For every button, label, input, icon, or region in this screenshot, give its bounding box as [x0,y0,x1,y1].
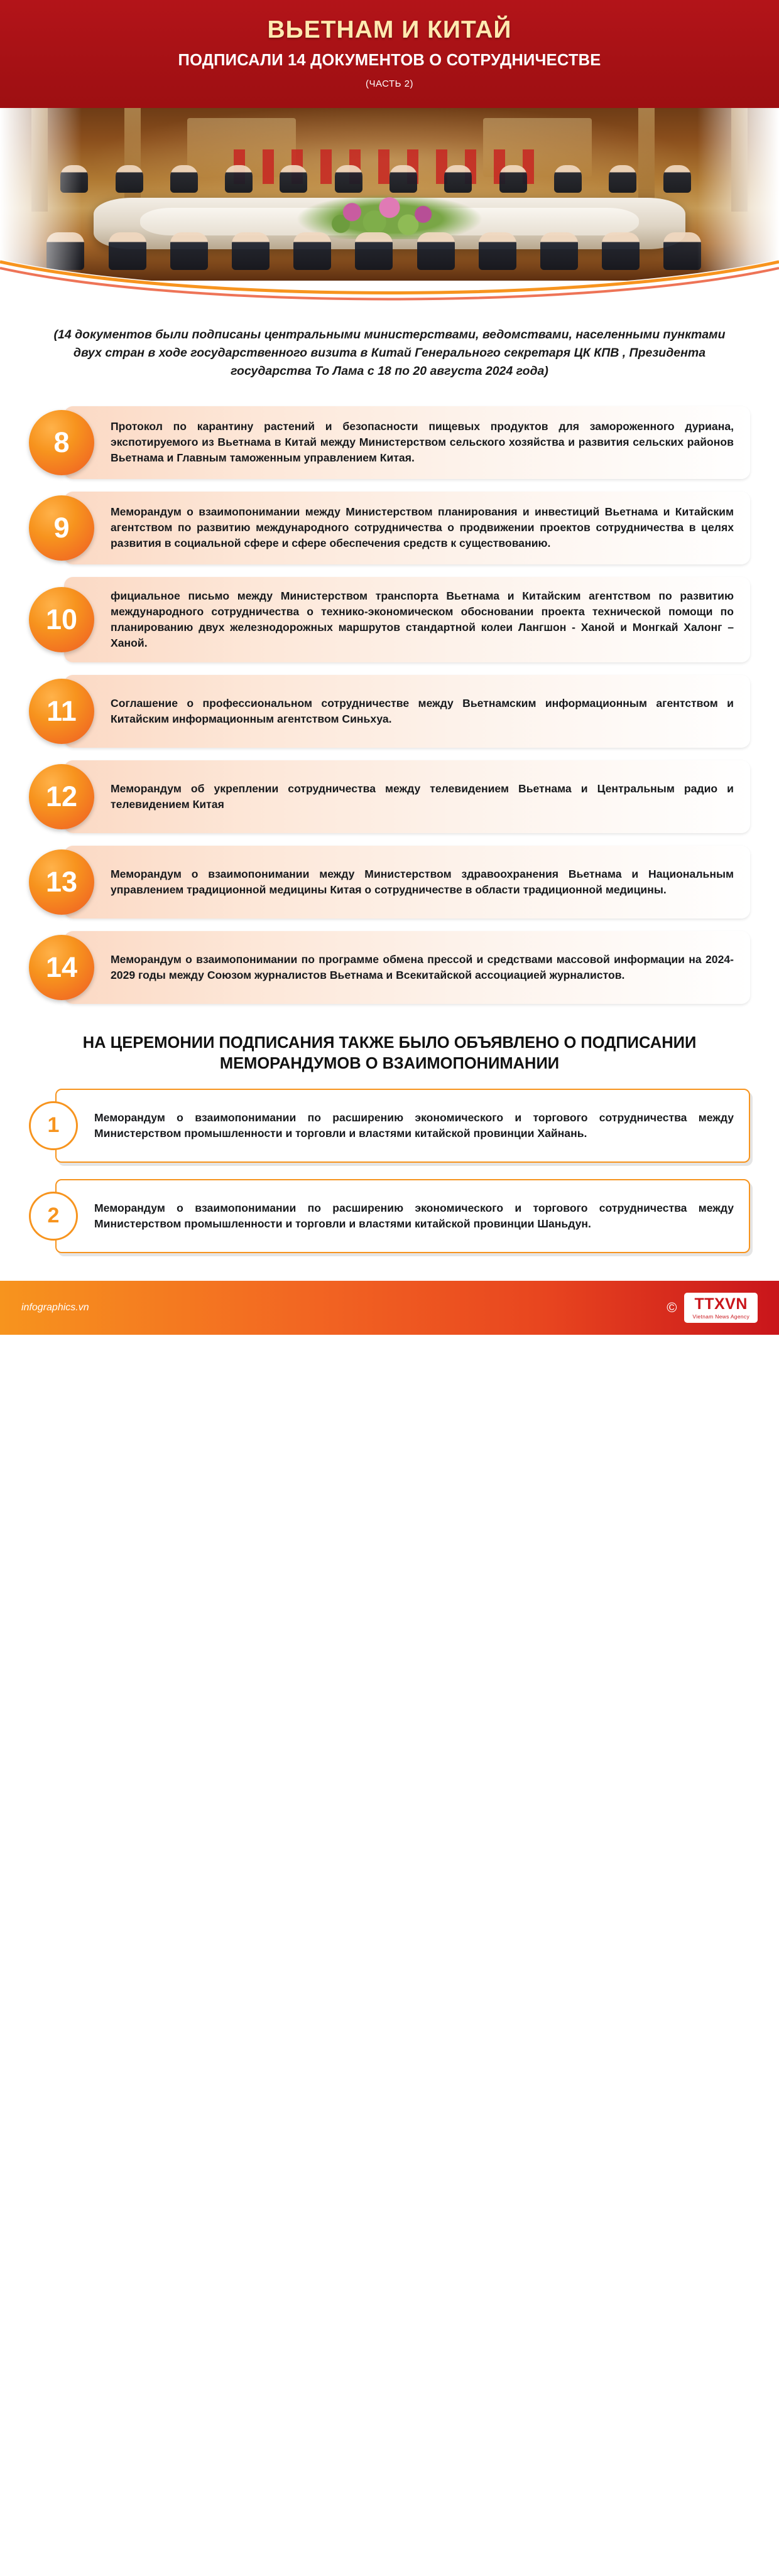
page-part-label: (ЧАСТЬ 2) [365,78,413,89]
photo-scene [0,108,779,281]
photo-curve-decoration [0,259,779,304]
mou-text: Меморандум о взаимопонимании по расширению экономического и торгового сотрудничества между Министерством промышленности и торговли и властями китайской провинции Хайнань. [94,1111,734,1140]
item-body [64,846,750,919]
list-item [29,760,750,833]
ttxvn-logo [684,1293,758,1323]
item-number-badge: 10 [29,587,94,652]
section-heading-mou: НА ЦЕРЕМОНИИ ПОДПИСАНИЯ ТАКЖЕ БЫЛО ОБЪЯВЛЕНО О ПОДПИСАНИИ МЕМОРАНДУМОВ О ВЗАИМОПОНИМАНИИ [82,1033,697,1073]
mou-item [29,1089,750,1163]
item-number-badge: 11 [29,679,94,744]
ceremony-photo [0,108,779,281]
header-banner [0,0,779,108]
page-title: ВЬЕТНАМ И КИТАЙ [267,16,512,43]
item-text: фициальное письмо между Министерством транспорта Вьетнама и Китайским агентством по развитию международного сотрудничества о технико-экономическом обосновании проекта технической помощи по планированию двух железнодорожных маршрутов стандартной колеи Лангшон - Ханой и Монгкай Халонг – Ханой. [111,589,734,649]
list-item [29,406,750,479]
list-item [29,577,750,662]
item-text: Меморандум о взаимопонимании по программе обмена прессой и средствами массовой информации на 2024-2029 годы между Союзом журналистов Вьетнама и Всекитайской ассоциацией журналистов. [111,952,734,981]
logo-main-text: TTXVN [694,1295,748,1313]
documents-list [29,406,750,1004]
mou-item [29,1179,750,1253]
item-body [64,492,750,564]
mou-text: Меморандум о взаимопонимании по расширению экономического и торгового сотрудничества между Министерством промышленности и торговли и властями китайской провинции Шаньдун. [94,1201,734,1230]
item-body [64,577,750,662]
item-number-badge: 14 [29,935,94,1000]
mou-body [55,1089,750,1163]
item-body [64,406,750,479]
item-number-badge: 13 [29,849,94,915]
mou-body [55,1179,750,1253]
copyright-icon: © [667,1299,677,1315]
mou-number-badge: 1 [29,1101,78,1150]
list-item [29,846,750,919]
list-item [29,675,750,748]
footer-bar [0,1281,779,1335]
delegates-far-side [46,165,732,193]
item-number-badge: 9 [29,495,94,561]
item-number-badge: 12 [29,764,94,829]
item-text: Соглашение о профессиональном сотрудничестве между Вьетнамским информационным агентством и Китайским информационным агентством Синьхуа. [111,696,734,725]
photo-fade-right [697,108,779,281]
mou-number-badge: 2 [29,1192,78,1241]
item-body [64,760,750,833]
list-item [29,931,750,1004]
logo-sub-text: Vietnam News Agency [692,1313,749,1320]
item-number-badge: 8 [29,410,94,475]
intro-paragraph: (14 документов были подписаны центральными министерствами, ведомствами, населенными пунктами двух стран в ходе государственного визита в Китай Генерального секретаря ЦК КПВ , Президента государства То Лама с 18 по 20 августа 2024 года) [53,327,726,379]
list-item [29,492,750,564]
item-text: Меморандум о взаимопонимании между Министерством здравоохранения Вьетнама и Национальным управлением традиционной медицины Китая о сотрудничестве в области традиционной медицины. [111,867,734,896]
footer-site-label: infographics.vn [21,1301,89,1313]
photo-fade-left [0,108,82,281]
item-text: Меморандум об укреплении сотрудничества между телевидением Вьетнама и Центральным радио и телевидением Китая [111,782,734,811]
mou-list [29,1089,750,1253]
item-body [64,931,750,1004]
item-text: Протокол по карантину растений и безопасности пищевых продуктов для замороженного дуриана, экспотируемого из Вьетнама в Китай между Министерством сельского хозяйства и развития сельских районов Вьетнама и Главным таможенным управлением Китая. [111,420,734,465]
item-body [64,675,750,748]
page-subtitle: ПОДПИСАЛИ 14 ДОКУМЕНТОВ О СОТРУДНИЧЕСТВЕ [178,51,601,69]
item-text: Меморандум о взаимопонимании между Министерством планирования и инвестиций Вьетнама и Китайским агентством по развитию международного сотрудничества о продвижении проектов сотрудничества в целях развития в социальной сфере и сфере обеспечения средств к существованию. [111,505,734,550]
